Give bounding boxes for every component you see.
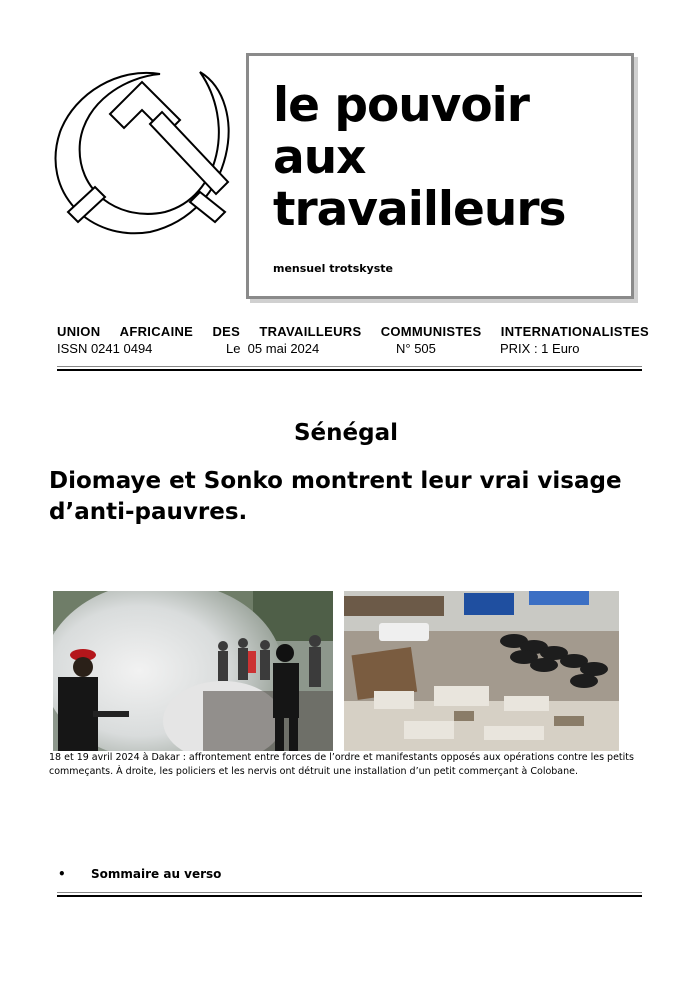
headline xyxy=(49,466,639,528)
photo-clash xyxy=(53,591,333,751)
section-title: Sénégal xyxy=(293,420,398,446)
masthead-title xyxy=(273,80,623,236)
organisation-name xyxy=(57,324,649,339)
org-word: TRAVAILLEURS xyxy=(259,324,362,339)
org-word: COMMUNISTES xyxy=(380,324,482,339)
issue-date: Le 05 mai 2024 xyxy=(226,341,320,356)
org-word: UNION xyxy=(57,324,101,339)
title-line: travailleurs xyxy=(273,182,566,237)
toc-label: Sommaire au verso xyxy=(91,867,222,881)
masthead-subtitle: mensuel trotskyste xyxy=(273,262,393,275)
hammer-sickle-icon xyxy=(50,62,240,242)
bullet: • xyxy=(58,867,66,881)
masthead-box xyxy=(246,53,634,299)
org-word: INTERNATIONALISTES xyxy=(500,324,649,339)
issn: ISSN 0241 0494 xyxy=(57,341,153,356)
title-line: aux xyxy=(273,130,366,185)
title-line: le pouvoir xyxy=(273,78,529,133)
photo-destroyed-stall xyxy=(344,591,619,751)
issue-number: N° 505 xyxy=(396,341,436,356)
headline-line: Diomaye et Sonko montrent leur vrai visage xyxy=(49,468,622,494)
headline-line: d’anti-pauvres. xyxy=(49,499,248,525)
org-word: DES xyxy=(212,324,241,339)
caption-line: 18 et 19 avril 2024 à Dakar : affrontement entre forces de l’ordre et manifestants opposés aux opérations contre les petits xyxy=(49,752,634,763)
divider xyxy=(57,366,642,371)
photo-caption xyxy=(49,751,649,779)
org-word: AFRICAINE xyxy=(119,324,194,339)
toc-item xyxy=(58,867,221,881)
divider xyxy=(57,892,642,897)
caption-line: commeçants. À droite, les policiers et les nervis ont détruit une installation d’un petit commerçant à Colobane. xyxy=(49,766,579,777)
price: PRIX : 1 Euro xyxy=(500,341,580,356)
